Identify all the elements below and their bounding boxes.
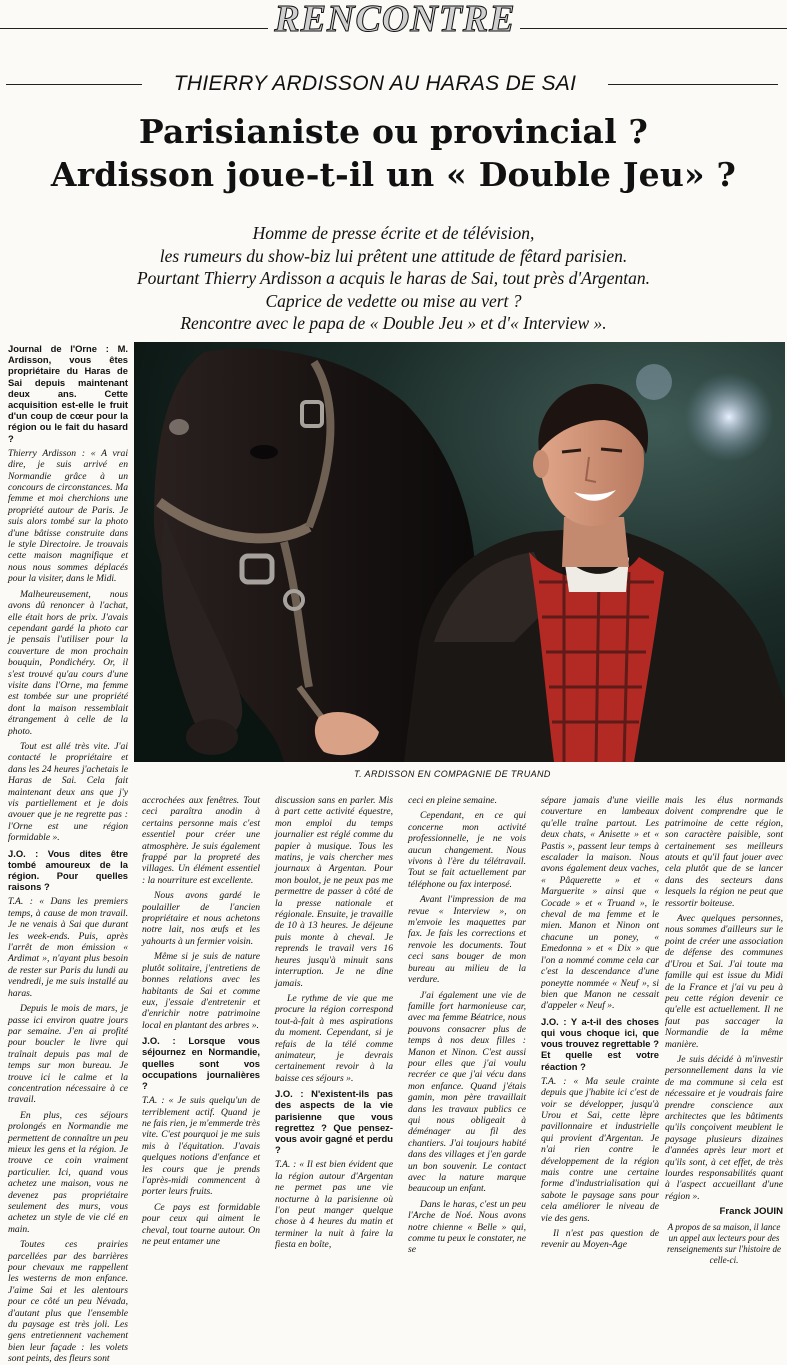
article-paragraph: T.A. : « Ma seule crainte depuis que j'habite ici c'est de voir se développer, jusqu'à Urou et Sai, cette lèpre pavillonnaire et industrielle qui provient d'Argentan. Je n'ai rien contre le développement de la région mais contre une certaine forme d'industrialisation qui sabote le paysage sans pour cela améliorer le niveau de vie des gens. (541, 1075, 659, 1224)
article-photo (134, 342, 785, 762)
section-title: RENCONTRE (274, 0, 516, 40)
headline-line-2: Ardisson joue-t-il un « Double Jeu» ? (50, 155, 737, 194)
article-paragraph: Avec quelques personnes, nous sommes d'ailleurs sur le point de créer une association de défense des communes d'Urou et Sai. J'ai toute ma famille qui est issue du Midi de la France et j'ai vu peu à peu cette région devenir ce qu'elle est actuellement. Il ne faut pas saccager la Normandie de la même manière. (665, 913, 783, 1050)
photo-caption: T. ARDISSON EN COMPAGNIE DE TRUAND (354, 769, 551, 779)
section-header (0, 0, 787, 38)
article-paragraph: Même si je suis de nature plutôt solitaire, j'entretiens de bonnes relations avec les habitants de Sai et comme eux, j'essaie d'entretenir et d'enrichir notre patrimoine local en plantant des arbres ». (142, 951, 260, 1031)
article-paragraph: discussion sans en parler. Mis à part cette activité équestre, mon emploi du temps journalier est réglé comme du papier à musique. Tous les matins, je vais chercher mes journaux à Argentan. Pour mon boulot, je ne peux pas me permettre de passer à côté de la presse nationale et régionale. Ensuite, je travaille de 10 à 13 heures. Je déjeune puis monte à cheval. Je reprends le travail vers 16 heures jusqu'à minuit sans interruption. Je ne dîne jamais. (275, 795, 393, 989)
lead-line: Pourtant Thierry Ardisson a acquis le haras de Sai, tout près d'Argentan. (136, 268, 651, 288)
article-paragraph: mais les élus normands doivent comprendre que le patrimoine de cette région, son caractère paisible, sont certainement ses meilleurs atouts et qu'il faut jouer avec cela plutôt que de se lancer dans des secteurs dans lesquels la région ne peut que ressortir boiteuse. (665, 795, 783, 909)
lead-line: Homme de presse écrite et de télévision, (252, 223, 535, 243)
interview-question: J.O. : Vous dites être tombé amoureux de la région. Pour quelles raisons ? (8, 847, 128, 893)
article-paragraph: J'ai également une vie de famille fort harmonieuse car, avec ma femme Béatrice, nous pouvons consacrer plus de temps à nos deux filles : Manon et Ninon. C'est aussi pour elles que j'ai voulu recréer ce que j'ai vécu dans mon enfance. Quand j'étais gamin, mon père travaillait dans les travaux publics ce qui nous obligeait à déménager au fil des chantiers. J'ai toujours habité dans des villages et j'en garde un bon souvenir. Le contact avec la nature marque beaucoup un enfant. (408, 989, 526, 1195)
article-paragraph: T.A. : « Je suis quelqu'un de terriblement actif. Quand je ne fais rien, je m'emmerde très vite. C'est pourquoi je me suis mis à l'équitation. J'avais quelques notions d'enfance et les cours que je prends l'après-midi commencent à porter leurs fruits. (142, 1095, 260, 1198)
article-paragraph: Thierry Ardisson : « A vrai dire, je suis arrivé en Normandie grâce à un concours de circonstances. Ma femme et moi cherchions une propriété autour de Paris. Je suis alors tombé sur la photo d'une bâtisse construite dans le style Directoire. Je trouvais cette maison magnifique et nous nous sommes déplacés pour la visiter, dans le Midi. (8, 447, 128, 585)
interview-question: Journal de l'Orne : M. Ardisson, vous êtes propriétaire du Haras de Sai depuis maintenant deux ans. Cette acquisition est-elle le fruit d'un coup de cœur pour la région ou le fait du hasard ? (8, 343, 128, 444)
article-paragraph: Dans le haras, c'est un peu l'Arche de Noé. Nous avons notre chienne « Belle » qui, comme tu peux le constater, ne se (408, 1198, 526, 1256)
interview-question: J.O. : N'existent-ils pas des aspects de la vie parisienne que vous regrettez ? Que pensez-vous avoir gagné et perdu ? (275, 1088, 393, 1156)
kicker: THIERRY ARDISSON AU HARAS DE SAI (173, 72, 577, 95)
article-paragraph: Je suis décidé à m'investir personnellement dans la vie de ma commune si cela est nécessaire et je voudrais faire prendre conscience aux architectes que les bâtiments qu'ils conçoivent meublent le paysage plusieurs dizaines d'années après leur mort et qu'ils sont, à cet effet, de très lourdes responsabilités quant à l'aspect accueillant d'une région ». (665, 1053, 783, 1202)
lead-paragraph (60, 222, 727, 335)
interview-question: J.O. : Lorsque vous séjournez en Normandie, quelles sont vos occupations journalières ? (142, 1035, 260, 1091)
article-paragraph: T.A. : « Il est bien évident que la région autour d'Argentan ne permet pas une vie nocturne à la parisienne où l'on peut manger quelque chose à 4 heures du matin et terminer la nuit à faire la fiesta en boîte, (275, 1159, 393, 1251)
article-column-4 (408, 795, 526, 1256)
article-column-5 (541, 795, 659, 1251)
article-column-2 (142, 795, 260, 1248)
author-signature: Franck JOUIN (719, 1206, 783, 1218)
article-column-6 (665, 795, 783, 1265)
article-paragraph: Il n'est pas question de revenir au Moyen-Age (541, 1228, 659, 1251)
lead-line: Rencontre avec le papa de « Double Jeu » et d'« Interview ». (180, 313, 607, 333)
footnote: A propos de sa maison, il lance un appel aux lecteurs pour des renseignements sur l'histoire de celle-ci. (667, 1221, 781, 1265)
article-paragraph: Depuis le mois de mars, je passe ici environ quatre jours par semaine. J'en ai profité pour boucler le livre qui traînait depuis pas mal de temps sur mon bureau. Je trouve ici le calme et la concentration nécessaire à ce travail. (8, 1003, 128, 1106)
kicker-rule-left (6, 84, 142, 85)
kicker-bar (0, 72, 787, 96)
article-paragraph: sépare jamais d'une vieille couverture en lambeaux qu'elle traîne partout. Les deux chats, « Anisette » et « Pastis », passent leur temps à escalader la maison. Nous avons également deux vaches, « Pâquerette » et « Marguerite » ainsi que « Cocade » et « Truand », le cheval de ma femme et le mien. Manon et Ninon ont chacune un poney, « Emedonna » et « Dix » que l'on a nommé comme cela car c'est la descendance d'une poneytte nommée « Neuf », si bien que Manon ne cessait d'appeler « Neuf ». (541, 795, 659, 1012)
kicker-rule-right (608, 84, 778, 85)
article-paragraph: Nous avons gardé le poulailler de l'ancien propriétaire et nous achetons notre lait, nos œufs et les yahourts à un fermier voisin. (142, 890, 260, 947)
article-paragraph: ceci en pleine semaine. (408, 795, 497, 806)
article-paragraph: Cependant, en ce qui concerne mon activité professionnelle, je ne vois aucun changement. Nous vivons à l'ère du télétravail. Tout se fait actuellement par téléphone ou fax interposé. (408, 810, 526, 890)
header-rule-left (0, 28, 268, 29)
header-rule-right (520, 28, 787, 29)
photo-illustration (134, 342, 785, 762)
lead-line: Caprice de vedette ou mise au vert ? (265, 290, 522, 311)
article-paragraph: Tout est allé très vite. J'ai contacté le propriétaire et dans les 24 heures j'achetais le Haras de Sai. Cela fait maintenant deux ans que j'y vis partiellement et je dois avouer que je ne regrette pas : l'Orne est une région formidable ». (8, 740, 128, 844)
article-paragraph: Avant l'impression de ma revue « Interview », on m'envoie les maquettes par fax. Je fais les corrections et renvoie les documents. Tout ceci sans bouger de mon bureau au milieu de la verdure. (408, 894, 526, 986)
article-paragraph: Toutes ces prairies parcellées par des barrières pour chevaux me rappellent les westerns de mon enfance. J'aime Sai et les alentours pour ce côté un peu Névada, d'autant plus que l'ensemble du paysage est très joli. Les gens entretiennent vachement bien leur façade : les volets sont peints, des fleurs sont (8, 1239, 128, 1365)
article-paragraph: Ce pays est formidable pour ceux qui aiment le cheval, tout tourne autour. On ne peut entamer une (142, 1201, 260, 1248)
article-paragraph: Malheureusement, nous avons dû renoncer à l'achat, elle était hors de prix. J'avais cependant gardé la photo car je pensais l'utiliser pour la couverture de mon prochain bouquin, Pondichéry. Or, il s'est trouvé qu'au cours d'une visite dans l'Orne, ma femme est tombée sur une propriété dont la maison ressemblait étrangement à celle de la photo. (8, 588, 128, 737)
lead-line: les rumeurs du show-biz lui prêtent une attitude de fêtard parisien. (159, 245, 628, 266)
article-column-1 (8, 343, 128, 1365)
article-paragraph: Le rythme de vie que me procure la région correspond tout-à-fait à mes aspirations du moment. Cependant, si je refais de la télé comme animateur, je devrais certainement revoir à la baisse ces séjours ». (275, 992, 393, 1084)
article-column-3 (275, 795, 393, 1251)
interview-question: J.O. : Y a-t-il des choses qui vous choque ici, que vous trouvez regrettable ? Et quelle est votre réaction ? (541, 1015, 659, 1072)
headline-line-1: Parisianiste ou provincial ? (138, 112, 649, 151)
article-paragraph: En plus, ces séjours prolongés en Normandie me permettent de connaître un peu mieux les gens et la région. Je trouve ce coin vraiment particulier. Ici, quand vous achetez une maison, vous ne devenez pas propriétaire seulement des murs, vous achetez un style de vie clé en main. (8, 1109, 128, 1235)
article-paragraph: T.A. : « Dans les premiers temps, à cause de mon travail. Je ne venais à Sai que durant les week-ends. Puis, après l'arrêt de mon émission « Ardimat », n'ayant plus besoin de rester sur Paris du lundi au vendredi, je me suis installé au haras. (8, 896, 128, 999)
article-paragraph: accrochées aux fenêtres. Tout ceci paraîtra anodin à certains personne mais c'est essentiel pour créer une atmosphère. Je suis également frappé par la propreté des villages. Un élément essentiel : la nourriture est excellente. (142, 795, 260, 886)
